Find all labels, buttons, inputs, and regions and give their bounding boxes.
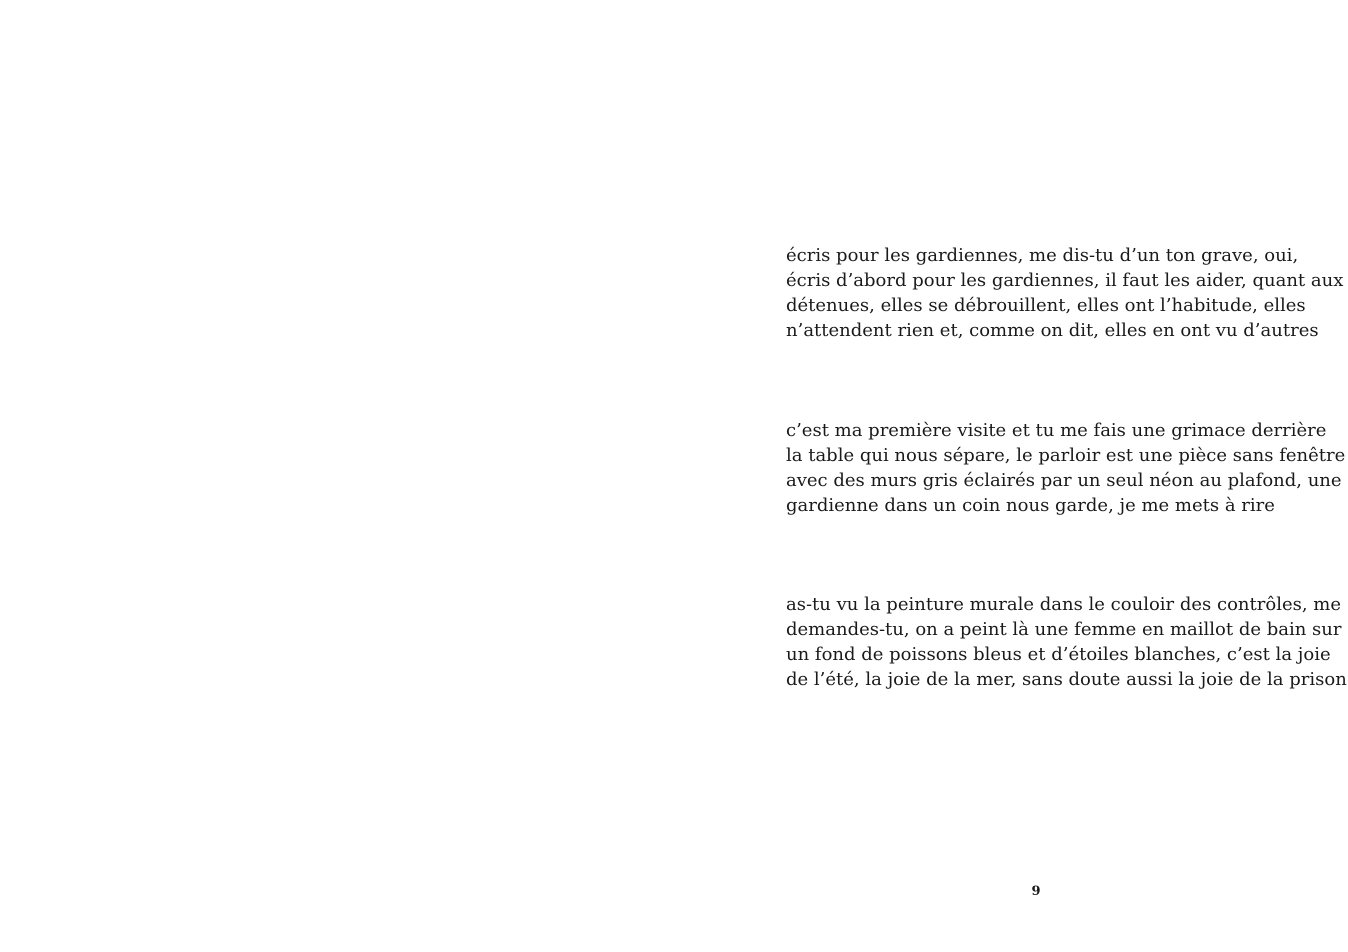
page-number: 9 bbox=[1031, 884, 1041, 899]
stanza-line: avec des murs gris éclairés par un seul néon au plafond, une bbox=[786, 470, 1342, 491]
stanza-line: as-tu vu la peinture murale dans le couloir des contrôles, me bbox=[786, 594, 1342, 615]
stanza-2 bbox=[786, 418, 1346, 518]
stanza-line: n’attendent rien et, comme on dit, elles en ont vu d’autres bbox=[786, 320, 1319, 341]
stanza-line: écris pour les gardiennes, me dis-tu d’un ton grave, oui, bbox=[786, 245, 1299, 266]
stanza-1 bbox=[786, 243, 1344, 343]
right-page bbox=[674, 0, 1348, 952]
stanza-line: la table qui nous sépare, le parloir est une pièce sans fenêtre bbox=[786, 445, 1346, 466]
stanza-line: de l’été, la joie de la mer, sans doute aussi la joie de la prison bbox=[786, 669, 1347, 690]
stanza-line: écris d’abord pour les gardiennes, il faut les aider, quant aux bbox=[786, 270, 1344, 291]
stanza-line: un fond de poissons bleus et d’étoiles blanches, c’est la joie bbox=[786, 644, 1331, 665]
stanza-line: gardienne dans un coin nous garde, je me mets à rire bbox=[786, 495, 1275, 516]
stanza-line: demandes-tu, on a peint là une femme en maillot de bain sur bbox=[786, 619, 1342, 640]
stanza-line: c’est ma première visite et tu me fais une grimace derrière bbox=[786, 420, 1327, 441]
stanza-line: détenues, elles se débrouillent, elles ont l’habitude, elles bbox=[786, 295, 1306, 316]
stanza-3 bbox=[786, 592, 1347, 692]
